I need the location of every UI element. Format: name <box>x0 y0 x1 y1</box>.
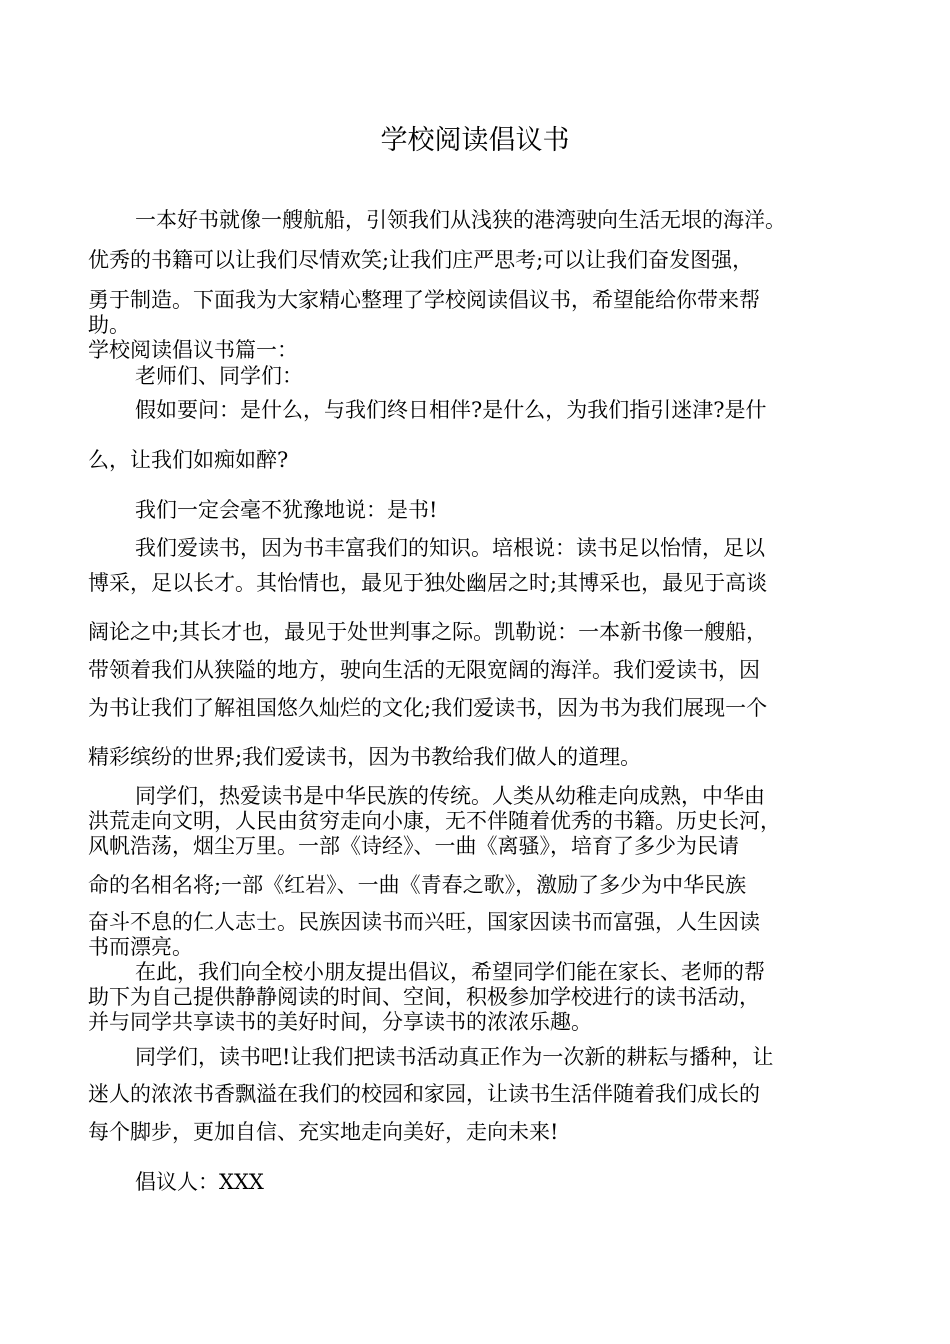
paragraph-line: 并与同学共享读书的美好时间，分享读书的浓浓乐趣。 <box>88 1010 592 1034</box>
paragraph-line: 助。 <box>88 313 130 337</box>
salutation: 老师们、同学们： <box>135 364 303 388</box>
paragraph-line: 优秀的书籍可以让我们尽情欢笑;让我们庄严思考;可以让我们奋发图强， <box>88 248 754 272</box>
paragraph-line: 同学们，热爱读书是中华民族的传统。人类从幼稚走向成熟，中华由 <box>135 784 765 808</box>
paragraph-line: 博采，足以长才。其怡情也，最见于独处幽居之时;其博采也，最见于高谈 <box>88 571 768 595</box>
paragraph-line: 书而漂亮。 <box>88 935 193 959</box>
paragraph-line: 风帆浩荡，烟尘万里。一部《诗经》、一曲《离骚》，培育了多少为民请 <box>88 834 739 858</box>
signature-line: 倡议人：XXX <box>135 1170 264 1194</box>
paragraph-line: 带领着我们从狭隘的地方，驶向生活的无限宽阔的海洋。我们爱读书，因 <box>88 658 760 682</box>
paragraph-line: 一本好书就像一艘航船，引领我们从浅狭的港湾驶向生活无垠的海洋。 <box>135 208 786 232</box>
paragraph-line: 洪荒走向文明，人民由贫穷走向小康，无不伴随着优秀的书籍。历史长河， <box>88 809 781 833</box>
document-title: 学校阅读倡议书 <box>380 125 570 156</box>
paragraph-line: 精彩缤纷的世界;我们爱读书，因为书教给我们做人的道理。 <box>88 745 642 769</box>
paragraph-line: 假如要问：是什么，与我们终日相伴?是什么，为我们指引迷津?是什 <box>135 398 767 422</box>
paragraph-line: 迷人的浓浓书香飘溢在我们的校园和家园，让读书生活伴随着我们成长的 <box>88 1082 760 1106</box>
section-heading: 学校阅读倡议书篇一： <box>88 338 298 362</box>
paragraph-line: 我们一定会毫不犹豫地说：是书! <box>135 498 438 522</box>
paragraph-line: 奋斗不息的仁人志士。民族因读书而兴旺，国家因读书而富强，人生因读 <box>88 910 760 934</box>
paragraph-line: 在此，我们向全校小朋友提出倡议，希望同学们能在家长、老师的帮 <box>135 960 765 984</box>
paragraph-line: 同学们，读书吧!让我们把读书活动真正作为一次新的耕耘与播种，让 <box>135 1045 774 1069</box>
paragraph-line: 助下为自己提供静静阅读的时间、空间，积极参加学校进行的读书活动， <box>88 985 760 1009</box>
paragraph-line: 我们爱读书，因为书丰富我们的知识。培根说：读书足以怡情，足以 <box>135 536 765 560</box>
paragraph-line: 么，让我们如痴如醉? <box>88 448 289 472</box>
paragraph-line: 勇于制造。下面我为大家精心整理了学校阅读倡议书，希望能给你带来帮 <box>88 288 760 312</box>
paragraph-line: 为书让我们了解祖国悠久灿烂的文化;我们爱读书，因为书为我们展现一个 <box>88 696 768 720</box>
paragraph-line: 每个脚步，更加自信、充实地走向美好，走向未来! <box>88 1120 559 1144</box>
paragraph-line: 命的名相名将;一部《红岩》、一曲《青春之歌》，激励了多少为中华民族 <box>88 873 747 897</box>
paragraph-line: 阔论之中;其长才也，最见于处世判事之际。凯勒说：一本新书像一艘船， <box>88 620 768 644</box>
